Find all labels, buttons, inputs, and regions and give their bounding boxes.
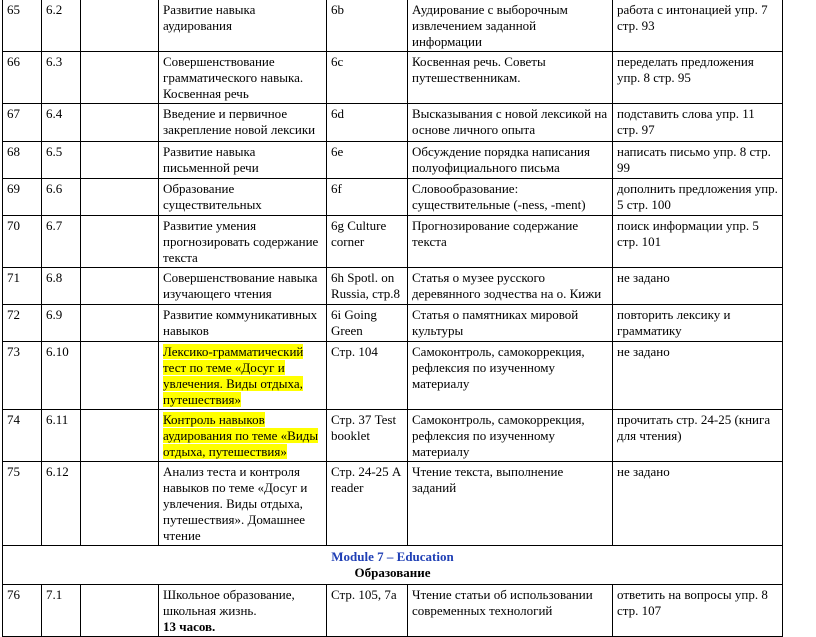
row-number: 72 [3,305,42,342]
lesson-number: 6.5 [42,142,81,179]
empty-cell [81,0,159,52]
empty-cell [81,342,159,410]
row-number: 71 [3,268,42,305]
lesson-topic: Образование существительных [159,179,327,216]
highlighted-topic: Контроль навыков аудирования по теме «Виды отдыха, путешествия» [163,412,319,459]
lesson-topic: Развитие умения прогнозировать содержание текста [159,216,327,268]
lesson-number: 6.7 [42,216,81,268]
empty-cell [81,142,159,179]
table-row [3,410,783,462]
lesson-number: 6.10 [42,342,81,410]
table-row [3,585,783,637]
table-row [3,342,783,410]
empty-cell [81,179,159,216]
homework: не задано [613,342,783,410]
lesson-content: Самоконтроль, самокоррекция, рефлексия по изученному материалу [408,410,613,462]
homework: прочитать стр. 24-25 (книга для чтения) [613,410,783,462]
textbook-page: 6e [327,142,408,179]
topic-text: Школьное образование, школьная жизнь. [163,587,295,618]
textbook-page: Стр. 104 [327,342,408,410]
lesson-number: 6.4 [42,104,81,142]
topic-hours: 13 часов. [163,619,216,634]
row-number: 69 [3,179,42,216]
textbook-page: Стр. 37 Test booklet [327,410,408,462]
lesson-content: Чтение текста, выполнение заданий [408,462,613,546]
textbook-page: 6b [327,0,408,52]
homework: работа с интонацией упр. 7 стр. 93 [613,0,783,52]
homework: поиск информации упр. 5 стр. 101 [613,216,783,268]
row-number: 73 [3,342,42,410]
homework: подставить слова упр. 11 стр. 97 [613,104,783,142]
empty-cell [81,52,159,104]
lesson-content: Чтение статьи об использовании современных технологий [408,585,613,637]
lesson-content: Словообразование: существительные (-ness, -ment) [408,179,613,216]
lesson-topic: Развитие навыка письменной речи [159,142,327,179]
lesson-topic [159,410,327,462]
textbook-page: 6f [327,179,408,216]
lesson-topic: Введение и первичное закрепление новой лексики [159,104,327,142]
lesson-content: Статья о памятниках мировой культуры [408,305,613,342]
lesson-number: 6.11 [42,410,81,462]
lesson-topic: Совершенствование грамматического навыка. Косвенная речь [159,52,327,104]
lesson-topic: Развитие навыка аудирования [159,0,327,52]
lesson-topic: Анализ теста и контроля навыков по теме «Досуг и увлечения. Виды отдыха, путешествия». Домашнее чтение [159,462,327,546]
lesson-content: Прогнозирование содержание текста [408,216,613,268]
empty-cell [81,462,159,546]
lesson-topic [159,585,327,637]
empty-cell [81,585,159,637]
textbook-page: Стр. 24-25 A reader [327,462,408,546]
table-row [3,268,783,305]
lesson-number: 6.8 [42,268,81,305]
module-title: Module 7 – Education [331,549,454,564]
row-number: 74 [3,410,42,462]
lesson-topic: Совершенствование навыка изучающего чтения [159,268,327,305]
empty-cell [81,268,159,305]
highlighted-topic: Лексико-грамматический тест по теме «Досуг и увлечения. Виды отдыха, путешествия» [163,344,304,407]
empty-cell [81,305,159,342]
row-number: 70 [3,216,42,268]
lesson-content: Косвенная речь. Советы путешественникам. [408,52,613,104]
row-number: 65 [3,0,42,52]
table-row [3,52,783,104]
table-row [3,462,783,546]
table-row [3,216,783,268]
row-number: 76 [3,585,42,637]
textbook-page: 6d [327,104,408,142]
row-number: 68 [3,142,42,179]
homework: написать письмо упр. 8 стр. 99 [613,142,783,179]
lesson-content: Самоконтроль, самокоррекция, рефлексия по изученному материалу [408,342,613,410]
textbook-page: Стр. 105, 7a [327,585,408,637]
table-row [3,179,783,216]
lesson-plan-table [2,0,783,637]
lesson-number: 6.2 [42,0,81,52]
lesson-number: 7.1 [42,585,81,637]
lesson-topic [159,342,327,410]
homework: дополнить предложения упр. 5 стр. 100 [613,179,783,216]
row-number: 75 [3,462,42,546]
homework: не задано [613,462,783,546]
homework: ответить на вопросы упр. 8 стр. 107 [613,585,783,637]
module-header [3,546,783,585]
empty-cell [81,410,159,462]
row-number: 67 [3,104,42,142]
lesson-content: Аудирование с выборочным извлечением заданной информации [408,0,613,52]
module-header-row [3,546,783,585]
textbook-page: 6g Culture corner [327,216,408,268]
textbook-page: 6i Going Green [327,305,408,342]
module-subtitle: Образование [354,565,431,580]
table-row [3,104,783,142]
table-row [3,142,783,179]
homework: переделать предложения упр. 8 стр. 95 [613,52,783,104]
lesson-number: 6.12 [42,462,81,546]
empty-cell [81,216,159,268]
textbook-page: 6c [327,52,408,104]
lesson-number: 6.9 [42,305,81,342]
empty-cell [81,104,159,142]
homework: не задано [613,268,783,305]
table-row [3,305,783,342]
lesson-topic: Развитие коммуникативных навыков [159,305,327,342]
lesson-number: 6.3 [42,52,81,104]
lesson-content: Обсуждение порядка написания полуофициального письма [408,142,613,179]
textbook-page: 6h Spotl. on Russia, стр.8 [327,268,408,305]
table-row [3,0,783,52]
lesson-content: Высказывания с новой лексикой на основе личного опыта [408,104,613,142]
lesson-content: Статья о музее русского деревянного зодчества на о. Кижи [408,268,613,305]
row-number: 66 [3,52,42,104]
lesson-number: 6.6 [42,179,81,216]
homework: повторить лексику и грамматику [613,305,783,342]
